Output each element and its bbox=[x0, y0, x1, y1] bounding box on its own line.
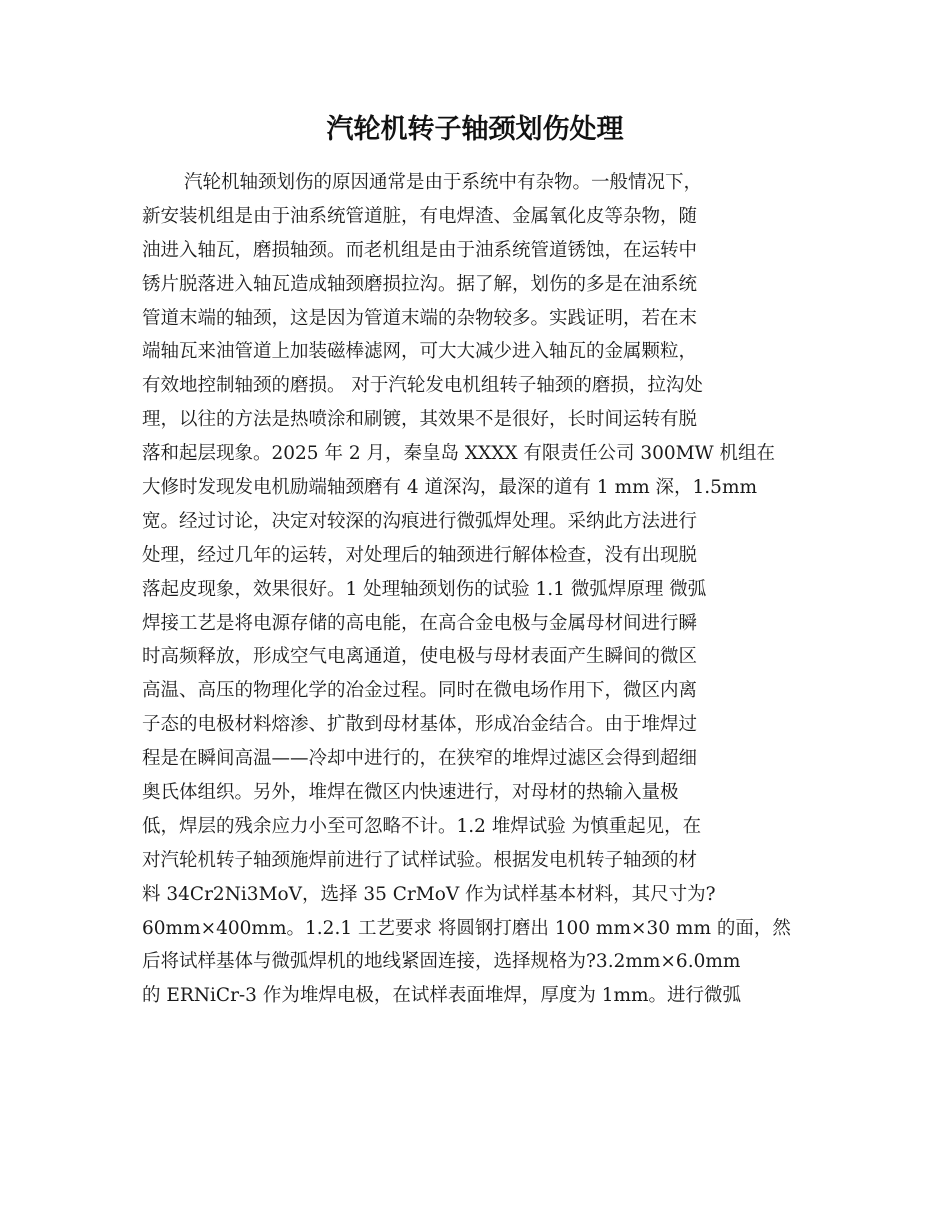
document-body bbox=[142, 166, 814, 1013]
paragraph-line: 时高频释放，形成空气电离通道，使电极与母材表面产生瞬间的微区 bbox=[142, 646, 698, 668]
paragraph-line: 处理，经过几年的运转，对处理后的轴颈进行解体检查，没有出现脱 bbox=[142, 544, 698, 566]
paragraph-line: 低，焊层的残余应力小至可忽略不计。1.2 堆焊试验 为慎重起见，在 bbox=[142, 815, 702, 837]
paragraph-line: 60mm×400mm。1.2.1 工艺要求 将圆钢打磨出 100 mm×30 mm 的面，然 bbox=[142, 917, 791, 939]
paragraph-line: 的 ERNiCr-3 作为堆焊电极，在试样表面堆焊，厚度为 1mm。进行微弧 bbox=[142, 985, 742, 1007]
paragraph-line: 锈片脱落进入轴瓦造成轴颈磨损拉沟。据了解，划伤的多是在油系统 bbox=[142, 273, 698, 295]
paragraph-line: 汽轮机轴颈划伤的原因通常是由于系统中有杂物。一般情况下， bbox=[184, 172, 703, 193]
paragraph-line: 油进入轴瓦，磨损轴颈。而老机组是由于油系统管道锈蚀，在运转中 bbox=[142, 239, 698, 261]
paragraph-line: 有效地控制轴颈的磨损。 对于汽轮发电机组转子轴颈的磨损，拉沟处 bbox=[142, 375, 703, 397]
paragraph-line: 后将试样基体与微弧焊机的地线紧固连接，选择规格为?3.2mm×6.0mm bbox=[142, 951, 741, 973]
paragraph-line: 端轴瓦来油管道上加装磁棒滤网，可大大减少进入轴瓦的金属颗粒， bbox=[142, 341, 698, 363]
paragraph-line: 新安装机组是由于油系统管道脏，有电焊渣、金属氧化皮等杂物，随 bbox=[142, 205, 698, 227]
paragraph-line: 管道末端的轴颈，这是因为管道末端的杂物较多。实践证明，若在末 bbox=[142, 307, 698, 329]
paragraph-line: 程是在瞬间高温——冷却中进行的，在狭窄的堆焊过滤区会得到超细 bbox=[142, 748, 698, 770]
document-title: 汽轮机转子轴颈划伤处理 bbox=[326, 114, 624, 145]
paragraph-line: 奥氏体组织。另外，堆焊在微区内快速进行，对母材的热输入量极 bbox=[142, 782, 679, 804]
paragraph-line: 子态的电极材料熔渗、扩散到母材基体，形成冶金结合。由于堆焊过 bbox=[142, 714, 698, 736]
paragraph-line: 高温、高压的物理化学的冶金过程。同时在微电场作用下，微区内离 bbox=[142, 680, 698, 702]
paragraph-line: 对汽轮机转子轴颈施焊前进行了试样试验。根据发电机转子轴颈的材 bbox=[142, 849, 698, 871]
paragraph-line: 大修时发现发电机励端轴颈磨有 4 道深沟，最深的道有 1 mm 深，1.5mm bbox=[142, 477, 758, 499]
paragraph-line: 落和起层现象。2025 年 2 月，秦皇岛 XXXX 有限责任公司 300MW 机组在 bbox=[142, 443, 775, 465]
paragraph-line: 理，以往的方法是热喷涂和刷镀，其效果不是很好，长时间运转有脱 bbox=[142, 409, 698, 431]
paragraph-line: 焊接工艺是将电源存储的高电能，在高合金电极与金属母材间进行瞬 bbox=[142, 612, 698, 634]
paragraph-line: 宽。经过讨论，决定对较深的沟痕进行微弧焊处理。采纳此方法进行 bbox=[142, 510, 698, 532]
paragraph-line: 落起皮现象，效果很好。1 处理轴颈划伤的试验 1.1 微弧焊原理 微弧 bbox=[142, 578, 707, 600]
paragraph-line: 料 34Cr2Ni3MoV，选择 35 CrMoV 作为试样基本材料，其尺寸为? bbox=[142, 883, 716, 905]
